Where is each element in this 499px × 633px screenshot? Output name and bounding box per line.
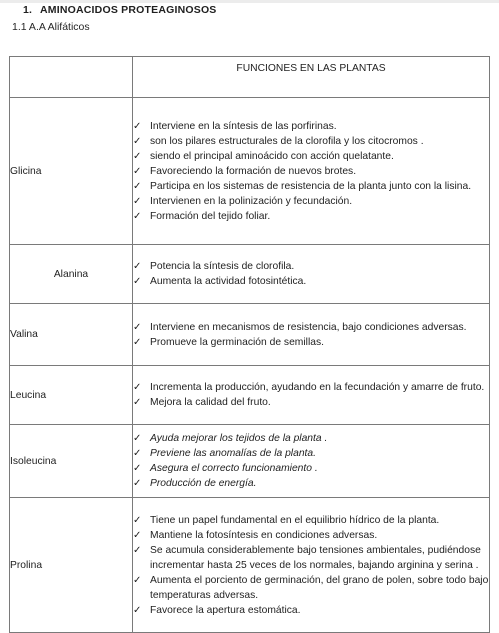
function-text: Aumenta la actividad fotosintética. xyxy=(150,276,307,287)
list-item xyxy=(133,164,489,179)
function-list xyxy=(133,119,489,224)
function-text: Interviene en mecanismos de resistencia, bajo condiciones adversas. xyxy=(150,321,467,333)
list-item xyxy=(133,335,489,350)
checkmark-icon: ✓ xyxy=(133,382,142,393)
checkmark-icon: ✓ xyxy=(133,120,142,132)
section-heading xyxy=(23,4,217,16)
function-text: Incrementa la producción, ayudando en la fecundación y amarre de fruto. xyxy=(150,382,485,393)
list-item xyxy=(133,320,489,335)
table-body xyxy=(10,98,490,633)
list-item xyxy=(133,134,489,149)
checkmark-icon: ✓ xyxy=(133,135,142,147)
checkmark-icon: ✓ xyxy=(133,165,142,177)
function-text: Asegura el correcto funcionamiento . xyxy=(150,463,318,474)
amino-acid-name: Valina xyxy=(10,304,133,366)
list-item xyxy=(133,476,489,491)
table-header-row xyxy=(10,57,490,98)
section-title: AMINOACIDOS PROTEAGINOSOS xyxy=(40,4,217,16)
function-text: Tiene un papel fundamental en el equilibrio hídrico de la planta. xyxy=(150,514,440,526)
function-text: Potencia la síntesis de clorofila. xyxy=(150,261,295,272)
list-item xyxy=(133,513,489,528)
checkmark-icon: ✓ xyxy=(133,514,142,526)
list-item xyxy=(133,179,489,194)
checkmark-icon: ✓ xyxy=(133,574,142,586)
function-list xyxy=(133,513,489,618)
function-list xyxy=(133,259,489,289)
checkmark-icon: ✓ xyxy=(133,448,142,459)
function-text: Interviene en la síntesis de las porfirinas. xyxy=(150,120,337,132)
function-text: Intervienen en la polinización y fecundación. xyxy=(150,195,353,207)
table-row xyxy=(10,245,490,304)
checkmark-icon: ✓ xyxy=(133,478,142,489)
list-item xyxy=(133,119,489,134)
function-text: siendo el principal aminoácido con acción quelatante. xyxy=(150,150,394,162)
functions-table xyxy=(9,56,490,633)
function-list xyxy=(133,380,489,410)
function-text: Ayuda mejorar los tejidos de la planta . xyxy=(150,433,328,444)
function-text: Previene las anomalías de la planta. xyxy=(150,448,316,459)
list-item xyxy=(133,395,489,410)
functions-cell xyxy=(133,98,490,245)
function-text: son los pilares estructurales de la clorofila y los citocromos . xyxy=(150,135,424,147)
amino-acid-name: Prolina xyxy=(10,498,133,633)
functions-cell xyxy=(133,304,490,366)
page-top-border xyxy=(0,0,499,3)
table-row xyxy=(10,98,490,245)
list-item xyxy=(133,528,489,543)
amino-acid-name: Leucina xyxy=(10,366,133,425)
function-list xyxy=(133,320,489,350)
functions-header-cell: FUNCIONES EN LAS PLANTAS xyxy=(133,57,490,98)
checkmark-icon: ✓ xyxy=(133,210,142,222)
amino-acid-name: Alanina xyxy=(10,245,133,304)
subsection-heading: 1.1 A.A Alifáticos xyxy=(12,21,90,33)
functions-cell xyxy=(133,245,490,304)
table-row xyxy=(10,366,490,425)
checkmark-icon: ✓ xyxy=(133,544,142,556)
function-text: Favorece la apertura estomática. xyxy=(150,604,301,616)
list-item xyxy=(133,259,489,274)
section-number: 1. xyxy=(23,4,33,16)
checkmark-icon: ✓ xyxy=(133,180,142,192)
checkmark-icon: ✓ xyxy=(133,433,142,444)
checkmark-icon: ✓ xyxy=(133,195,142,207)
empty-header-cell xyxy=(10,57,133,98)
function-list xyxy=(133,431,489,491)
functions-cell xyxy=(133,425,490,498)
function-text: Promueve la germinación de semillas. xyxy=(150,336,324,348)
table-row xyxy=(10,304,490,366)
checkmark-icon: ✓ xyxy=(133,397,142,408)
function-text: Favoreciendo la formación de nuevos brotes. xyxy=(150,165,357,177)
list-item xyxy=(133,380,489,395)
checkmark-icon: ✓ xyxy=(133,276,142,287)
amino-acid-name: Isoleucina xyxy=(10,425,133,498)
checkmark-icon: ✓ xyxy=(133,321,142,333)
list-item xyxy=(133,461,489,476)
list-item xyxy=(133,603,489,618)
list-item xyxy=(133,209,489,224)
checkmark-icon: ✓ xyxy=(133,150,142,162)
function-text: Participa en los sistemas de resistencia de la planta junto con la lisina. xyxy=(150,180,472,192)
checkmark-icon: ✓ xyxy=(133,604,142,616)
functions-cell xyxy=(133,498,490,633)
list-item xyxy=(133,573,489,603)
list-item xyxy=(133,431,489,446)
list-item xyxy=(133,446,489,461)
function-text: Producción de energía. xyxy=(150,478,257,489)
checkmark-icon: ✓ xyxy=(133,336,142,348)
checkmark-icon: ✓ xyxy=(133,463,142,474)
table-row xyxy=(10,425,490,498)
list-item xyxy=(133,274,489,289)
function-text: Mejora la calidad del fruto. xyxy=(150,397,271,408)
table-row xyxy=(10,498,490,633)
function-text: Aumenta el porciento de germinación, del grano de polen, sobre todo bajo temperaturas adversas. xyxy=(150,574,489,601)
list-item xyxy=(133,194,489,209)
function-text: Formación del tejido foliar. xyxy=(150,210,271,222)
checkmark-icon: ✓ xyxy=(133,261,142,272)
checkmark-icon: ✓ xyxy=(133,529,142,541)
amino-acid-name: Glicina xyxy=(10,98,133,245)
list-item xyxy=(133,543,489,573)
function-text: Se acumula considerablemente bajo tensiones ambientales, pudiéndose incrementar hasta 25 veces de los normales, bajando arginina y serina . xyxy=(150,544,481,571)
function-text: Mantiene la fotosíntesis en condiciones adversas. xyxy=(150,529,378,541)
functions-cell xyxy=(133,366,490,425)
list-item xyxy=(133,149,489,164)
